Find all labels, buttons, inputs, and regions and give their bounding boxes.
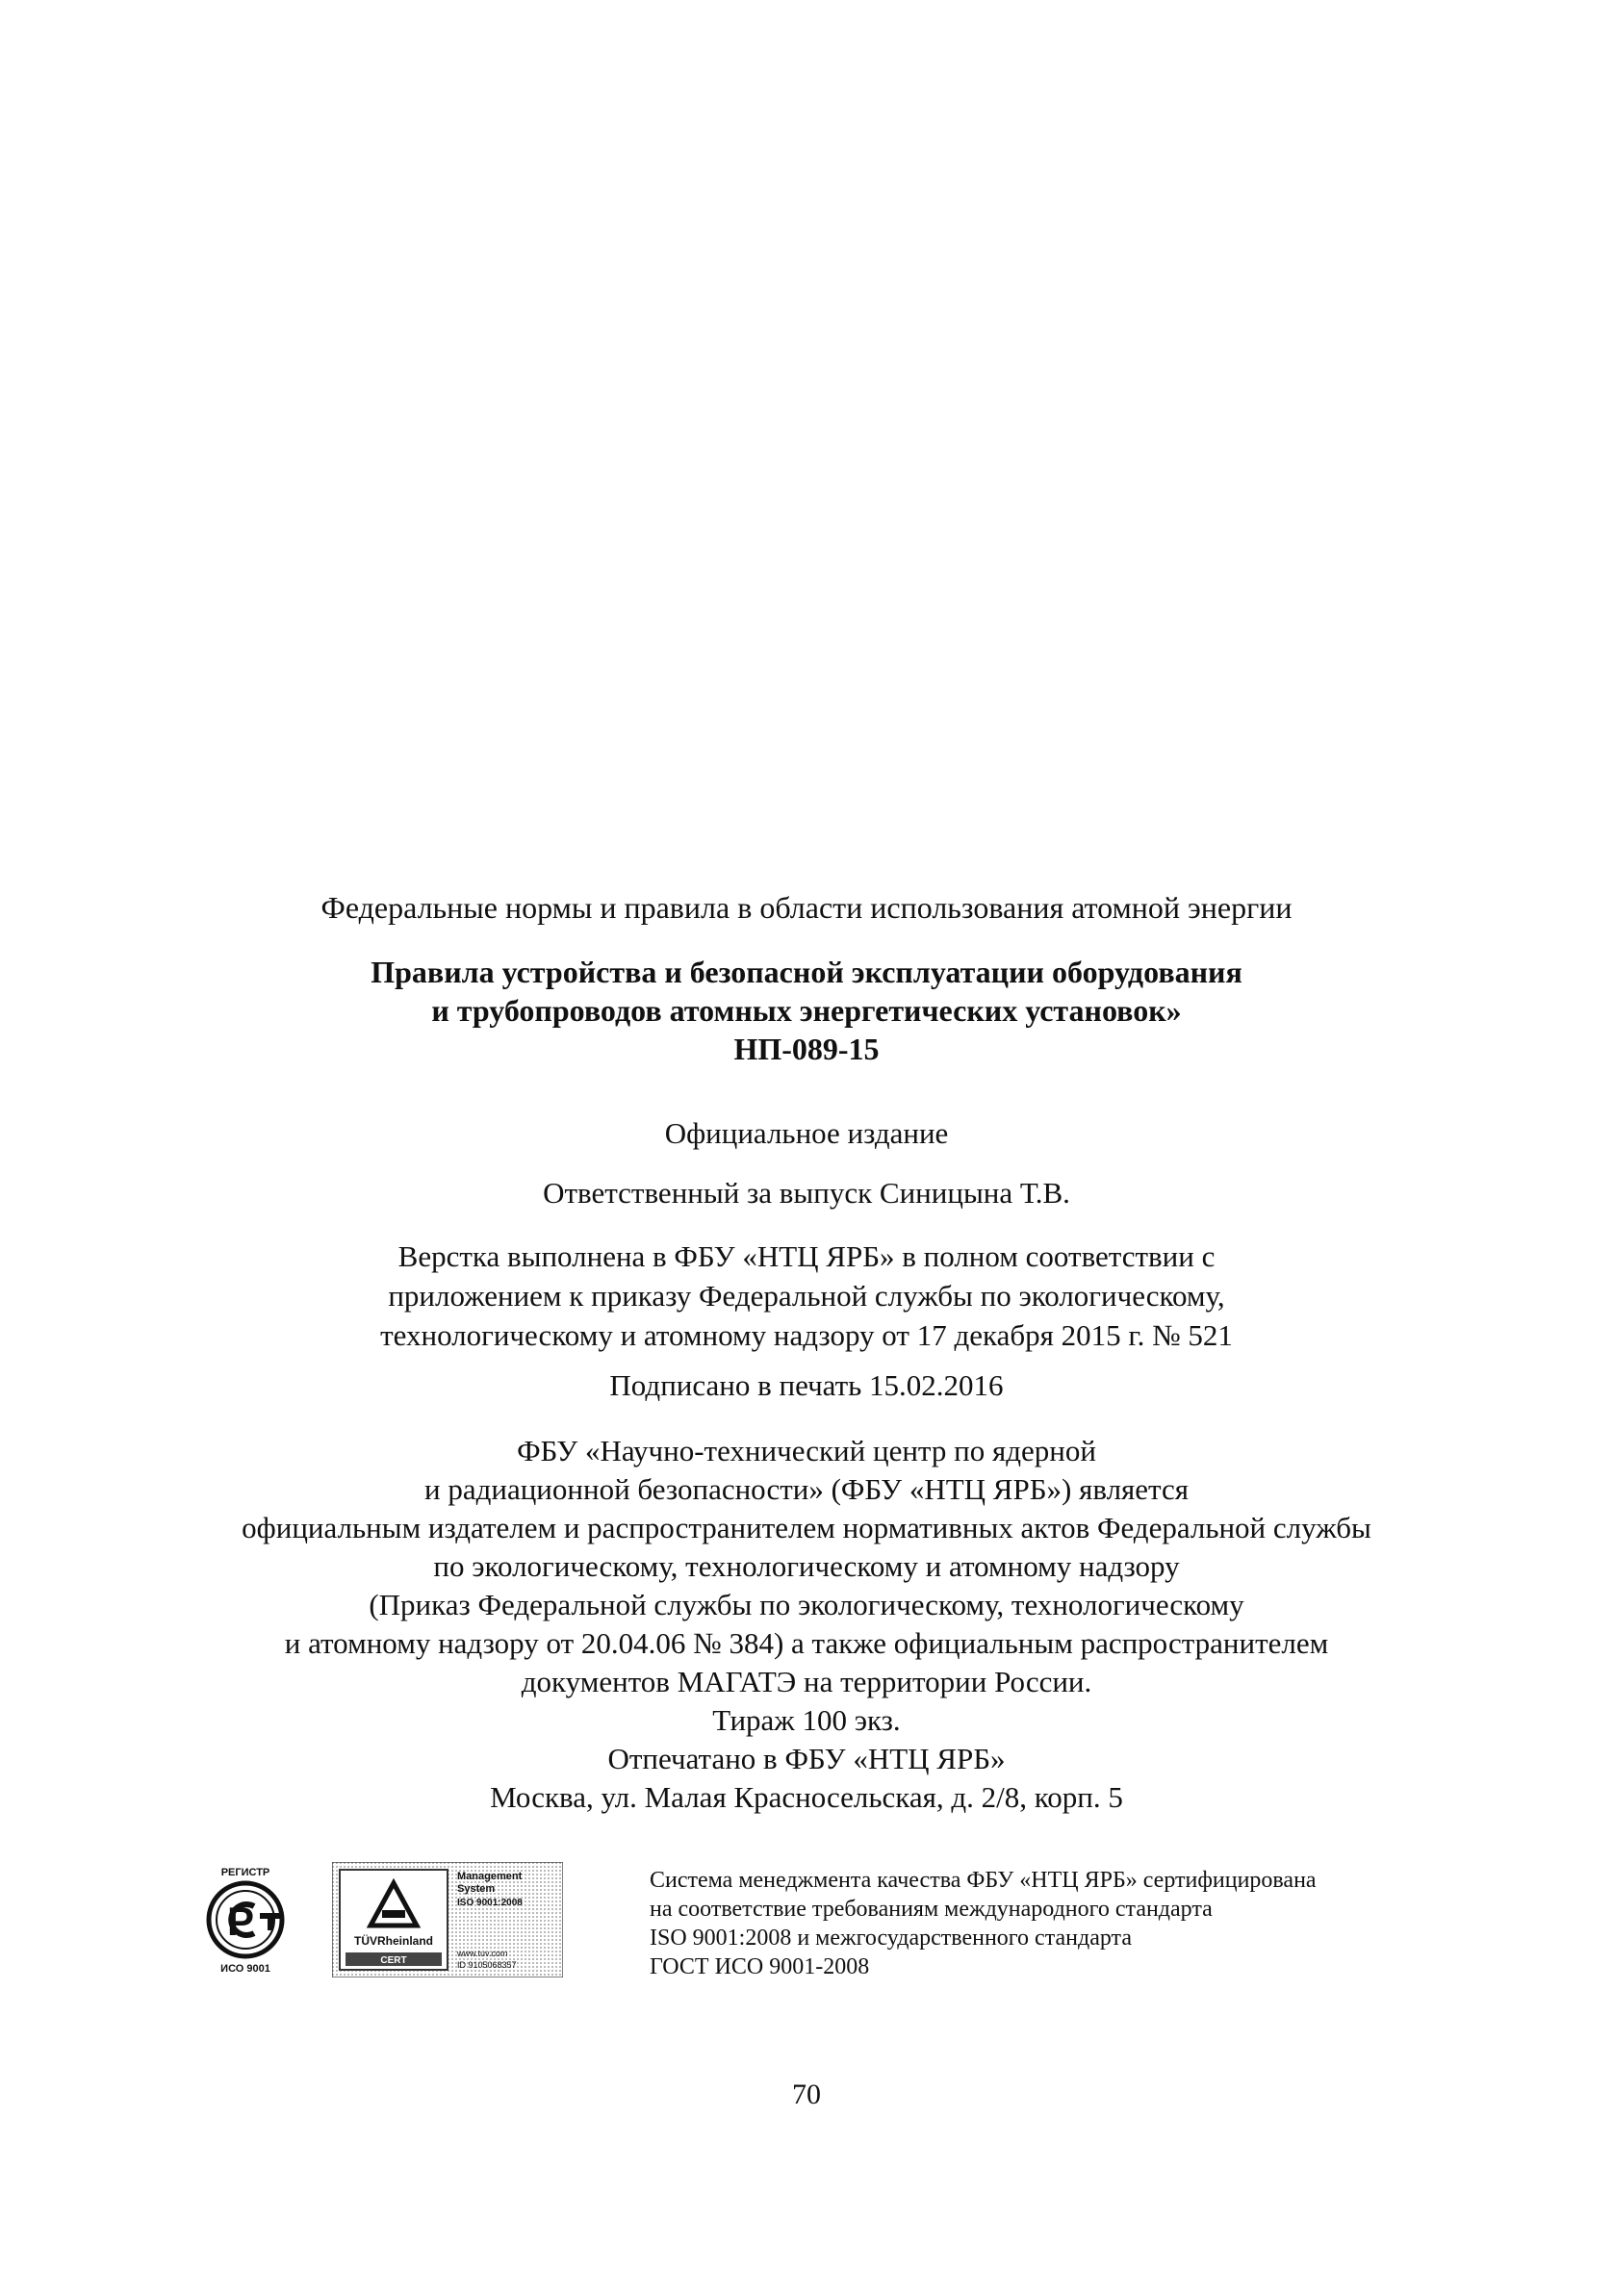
tuv-side-line: ID 9105068357 [457, 1960, 517, 1970]
tuv-side-line: System [457, 1883, 496, 1895]
responsible-person [0, 1176, 1613, 1211]
layout-note-line: технологическому и атомному надзору от 17 декабря 2015 г. № 521 [380, 1318, 1233, 1352]
responsible-text: Ответственный за выпуск Синицына Т.В. [543, 1176, 1070, 1210]
title-line: Правила устройства и безопасной эксплуатации оборудования [371, 955, 1242, 989]
certification-block [192, 1862, 1444, 1997]
signed-for-print [0, 1368, 1613, 1403]
tuv-side-line: Management [457, 1871, 523, 1882]
tuv-side-line: ISO 9001:2008 [457, 1898, 523, 1908]
page-number-text: 70 [792, 2079, 821, 2110]
tuv-badge-text: CERT [380, 1955, 407, 1966]
official-edition [0, 1116, 1613, 1151]
certification-line: Система менеджмента качества ФБУ «НТЦ ЯРБ» сертифицирована [650, 1868, 1317, 1893]
certification-text [650, 1866, 1317, 1981]
layout-note-line: приложением к приказу Федеральной службы по экологическому, [388, 1279, 1225, 1313]
publisher-line: и радиационной безопасности» (ФБУ «НТЦ ЯРБ») является [424, 1472, 1189, 1506]
federal-norms-header [0, 890, 1613, 926]
layout-note [0, 1237, 1613, 1355]
publisher-line: ФБУ «Научно-технический центр по ядерной [517, 1434, 1096, 1467]
signed-text: Подписано в печать 15.02.2016 [609, 1368, 1004, 1402]
official-edition-text: Официальное издание [664, 1116, 949, 1150]
certification-line: ISO 9001:2008 и межгосударственного стандарта [650, 1926, 1132, 1951]
print-run: Тираж 100 экз. [712, 1703, 901, 1737]
page-number [0, 2079, 1613, 2111]
tuv-rheinland-certified-logo [332, 1862, 563, 1977]
tuv-brand-text: TÜVRheinland [353, 1934, 434, 1948]
rst-logo-top-text: РЕГИСТР [220, 1867, 270, 1878]
svg-text:Р: Р [227, 1899, 255, 1944]
publisher-info [0, 1432, 1613, 1817]
document-code: НП-089-15 [733, 1032, 880, 1066]
title-line: и трубопроводов атомных энергетических установок» [431, 993, 1182, 1028]
publisher-address: Москва, ул. Малая Красносельская, д. 2/8, корп. 5 [490, 1780, 1123, 1814]
federal-norms-text: Федеральные нормы и правила в области использования атомной энергии [320, 890, 1293, 925]
publisher-line: документов МАГАТЭ на территории России. [521, 1665, 1092, 1698]
publisher-line: (Приказ Федеральной службы по экологическому, технологическому [369, 1588, 1244, 1621]
publisher-line: по экологическому, технологическому и атомному надзору [433, 1549, 1180, 1583]
layout-note-line: Верстка выполнена в ФБУ «НТЦ ЯРБ» в полном соответствии с [397, 1239, 1216, 1273]
document-title [0, 953, 1613, 1068]
publisher-line: и атомному надзору от 20.04.06 № 384) а также официальным распространителем [284, 1626, 1329, 1660]
printed-at: Отпечатано в ФБУ «НТЦ ЯРБ» [607, 1742, 1006, 1775]
publisher-line: официальным издателем и распространителем нормативных актов Федеральной службы [242, 1511, 1371, 1544]
certification-line: ГОСТ ИСО 9001-2008 [650, 1954, 870, 1979]
rst-register-logo [192, 1862, 298, 1977]
tuv-side-line: www.tuv.com [457, 1949, 508, 1958]
rst-logo-bottom-text: ИСО 9001 [220, 1963, 270, 1975]
certification-line: на соответствие требованиям международного стандарта [650, 1897, 1213, 1922]
